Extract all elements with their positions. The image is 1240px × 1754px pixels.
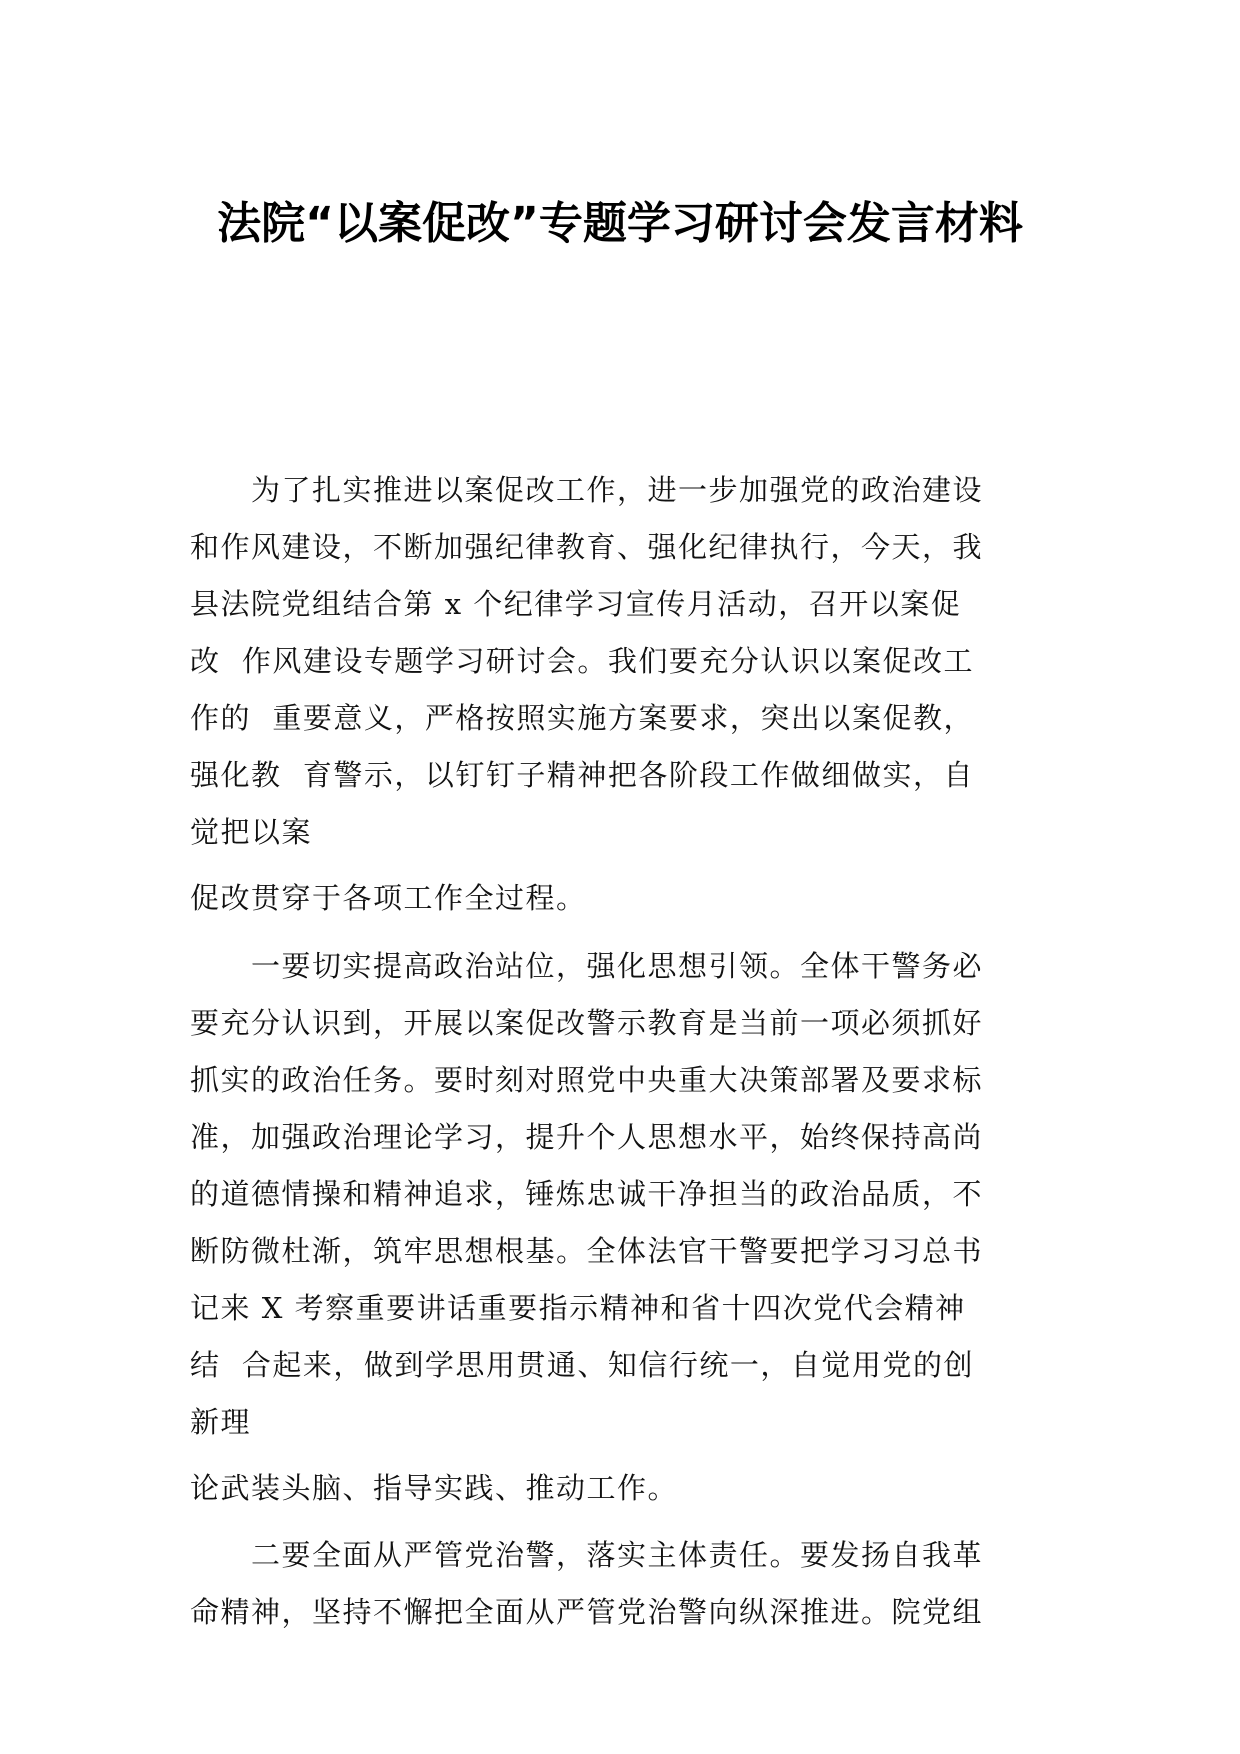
body-line: 改 作风建设专题学习研讨会。我们要充分认识以案促改工	[190, 644, 974, 678]
body-line: 论武装头脑、指导实践、推动工作。	[190, 1471, 679, 1505]
body-line: 觉把以案	[190, 815, 313, 849]
body-line: 为了扎实推进以案促改工作，进一步加强党的政治建设	[190, 473, 984, 507]
body-line: 促改贯穿于各项工作全过程。	[190, 881, 587, 915]
body-line: 命精神，坚持不懈把全面从严管党治警向纵深推进。院党组	[190, 1595, 984, 1629]
body-line: 新理	[190, 1405, 252, 1439]
body-line: 记来 X 考察重要讲话重要指示精神和省十四次党代会精神	[190, 1291, 966, 1325]
body-line: 断防微杜渐，筑牢思想根基。全体法官干警要把学习习总书	[190, 1234, 984, 1268]
body-line: 要充分认识到，开展以案促改警示教育是当前一项必须抓好	[190, 1006, 984, 1040]
body-line: 的道德情操和精神追求，锤炼忠诚干净担当的政治品质，不	[190, 1177, 984, 1211]
body-line: 作的 重要意义，严格按照实施方案要求，突出以案促教，	[190, 701, 974, 735]
document-title: 法院“以案促改”专题学习研讨会发言材料	[217, 198, 1023, 249]
body-line: 二要全面从严管党治警，落实主体责任。要发扬自我革	[190, 1538, 984, 1572]
body-line: 强化教 育警示，以钉钉子精神把各阶段工作做细做实，自	[190, 758, 974, 792]
body-line: 县法院党组结合第 x 个纪律学习宣传月活动，召开以案促	[190, 587, 962, 621]
body-line: 一要切实提高政治站位，强化思想引领。全体干警务必	[190, 949, 984, 983]
body-line: 抓实的政治任务。要时刻对照党中央重大决策部署及要求标	[190, 1063, 984, 1097]
body-line: 和作风建设，不断加强纪律教育、强化纪律执行，今天，我	[190, 530, 984, 564]
body-line: 准，加强政治理论学习，提升个人思想水平，始终保持高尚	[190, 1120, 984, 1154]
body-line: 结 合起来，做到学思用贯通、知信行统一，自觉用党的创	[190, 1348, 974, 1382]
